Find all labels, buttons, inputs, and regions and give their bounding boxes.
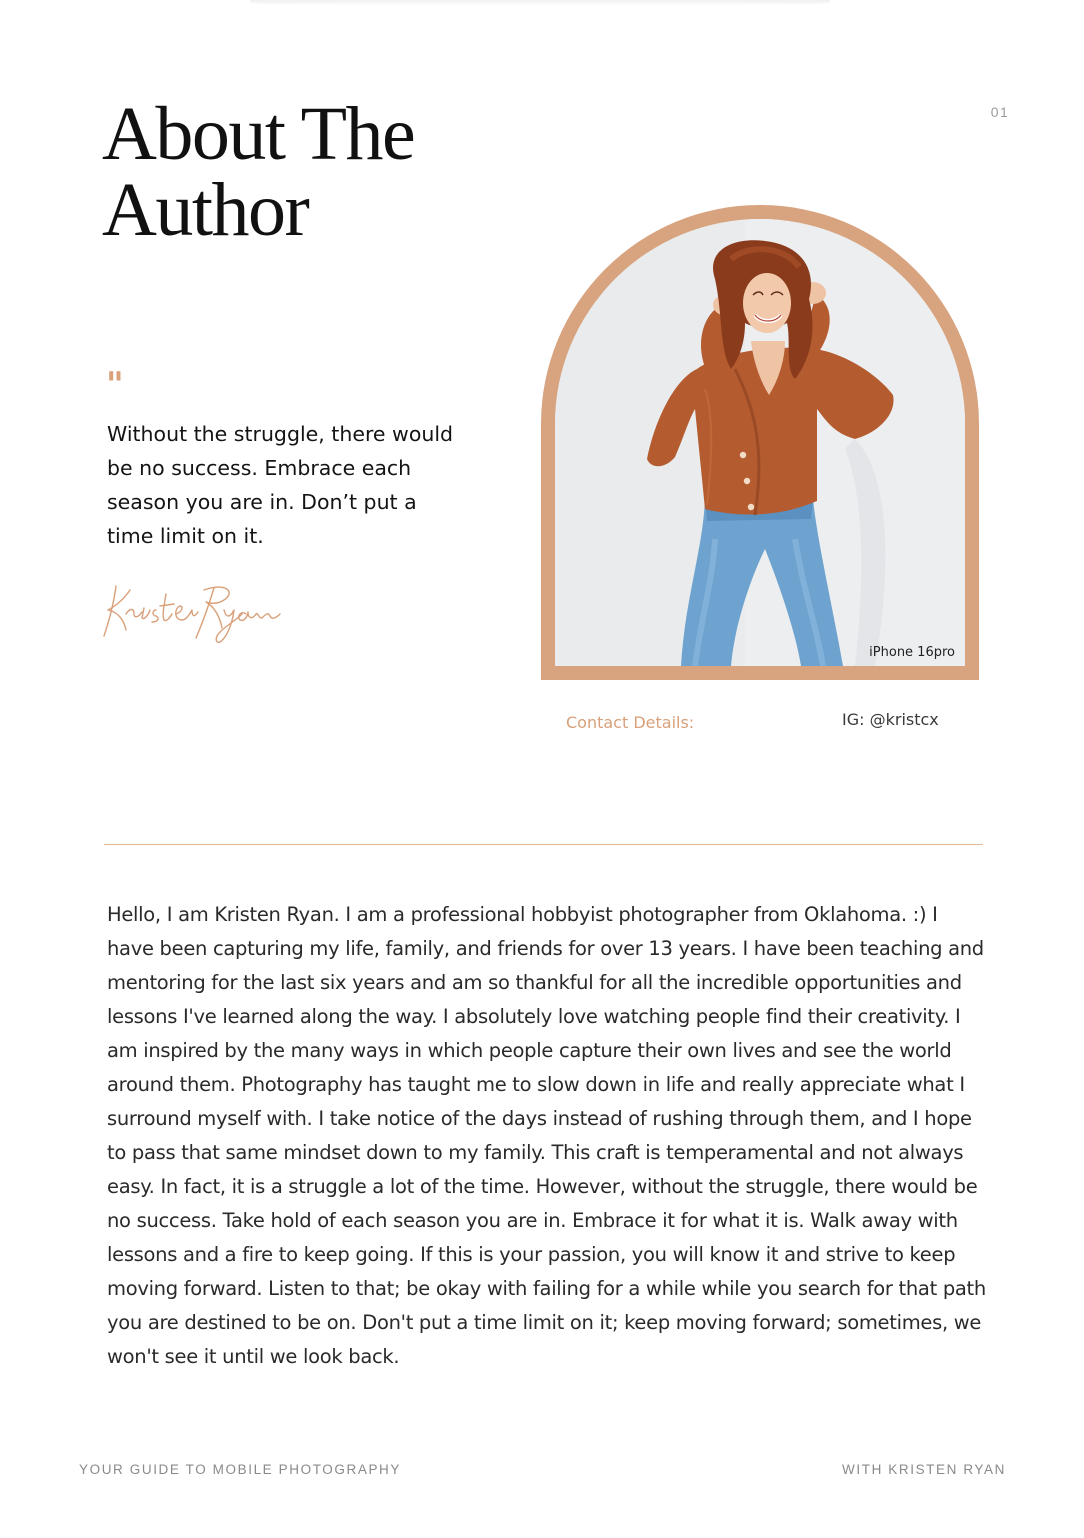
footer-guide-title: YOUR GUIDE TO MOBILE PHOTOGRAPHY — [79, 1462, 402, 1477]
page-title-line-2: Author — [102, 168, 309, 252]
instagram-handle[interactable]: IG: @kristcx — [842, 710, 939, 729]
author-photo-frame — [541, 205, 979, 680]
top-shadow — [250, 0, 830, 6]
page-title-line-1: About The — [102, 92, 415, 176]
photo-caption: iPhone 16pro — [869, 645, 955, 660]
contact-details-label: Contact Details: — [566, 713, 695, 732]
signature-image — [96, 568, 286, 648]
quote-mark-icon: " — [106, 365, 124, 405]
page-number: 01 — [990, 104, 1010, 120]
author-bio: Hello, I am Kristen Ryan. I am a professional hobbyist photographer from Oklahoma. :) I have been capturing my life, family, and friends for over 13 years. I have been teaching and mentoring for the last six years and am so thankful for all the incredible opportunities and lessons I've learned along the way. I absolutely love watching people find their creativity. I am inspired by the many ways in which people capture their own lives and see the world around them. Photography has taught me to slow down in life and really appreciate what I surround myself with. I take notice of the days instead of rushing through them, and I hope to pass that same mindset down to my family. This craft is temperamental and not always easy. In fact, it is a struggle a lot of the time. However, without the struggle, there would be no success. Take hold of each season you are in. Embrace it for what it is. Walk away with lessons and a fire to keep going. If this is your passion, you will know it and strive to keep moving forward. Listen to that; be okay with failing for a while while you search for that path you are destined to be on. Don't put a time limit on it; keep moving forward; sometimes, we won't see it until we look back. — [107, 903, 986, 1368]
author-photo — [555, 219, 965, 666]
footer-author: WITH KRISTEN RYAN — [842, 1462, 1006, 1477]
page-title — [102, 92, 522, 252]
author-quote: Without the struggle, there would be no success. Embrace each season you are in. Don’t put a time limit on it. — [107, 422, 454, 548]
section-divider — [104, 844, 983, 845]
